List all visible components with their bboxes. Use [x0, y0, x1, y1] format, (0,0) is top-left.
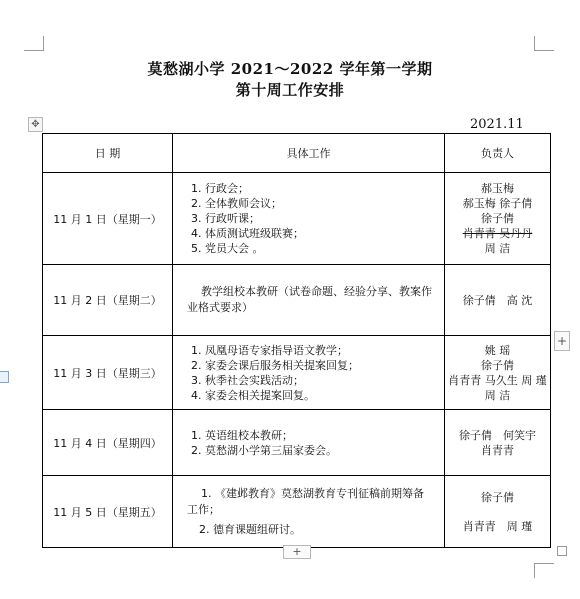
- row-work: [173, 336, 445, 410]
- row-work: [173, 173, 445, 265]
- person-line: 徐子倩 何笑宇: [459, 428, 536, 442]
- row-person: [445, 336, 551, 410]
- work-item: 2. 莫愁湖小学第三届家委会。: [205, 443, 444, 458]
- work-item: 1. 行政会；: [205, 181, 444, 196]
- work-item: 3. 秋季社会实践活动；: [205, 373, 444, 388]
- person-line: 周 洁: [484, 242, 511, 255]
- work-item: 1. 英语组校本教研；: [205, 428, 444, 443]
- person-line: 郝玉梅 徐子倩: [462, 197, 533, 210]
- crop-mark: [534, 36, 535, 51]
- crop-mark: [534, 563, 554, 564]
- row-date: 11 月 5 日（星期五）: [43, 476, 173, 548]
- header-work: 具体工作: [173, 134, 445, 173]
- row-person: [445, 173, 551, 265]
- table-row: [43, 410, 551, 476]
- person-line: [445, 505, 550, 519]
- work-item: 2. 家委会课后服务相关提案回复；: [205, 358, 444, 373]
- add-row-button[interactable]: +: [283, 545, 311, 559]
- work-paragraph: 1. 《建邺教育》莫愁湖教育专刊征稿前期筹备工作；: [187, 486, 424, 516]
- row-work: [173, 265, 445, 336]
- person-line: 肖青青 周 瑾: [462, 519, 533, 533]
- table-row: [43, 336, 551, 410]
- row-date: 11 月 1 日（星期一）: [43, 173, 173, 265]
- table-move-handle-icon[interactable]: ✥: [28, 117, 43, 132]
- table-row: [43, 173, 551, 265]
- doc-title: 莫愁湖小学 2021～2022 学年第一学期: [147, 60, 433, 78]
- work-item: 1. 凤凰母语专家指导语文教学；: [205, 343, 444, 358]
- row-date: 11 月 4 日（星期四）: [43, 410, 173, 476]
- work-item: 4. 家委会相关提案回复。: [205, 388, 444, 403]
- table-header-row: [43, 134, 551, 173]
- work-item: 3. 行政听课；: [205, 211, 444, 226]
- header-date: 日 期: [43, 134, 173, 173]
- table-resize-handle[interactable]: [557, 546, 567, 556]
- person-line: 徐子倩: [481, 212, 514, 225]
- crop-mark: [24, 50, 44, 51]
- person-line: 郝玉梅: [481, 182, 514, 195]
- work-paragraph: 教学组校本教研（试卷命题、经验分享、教案作业格式要求）: [187, 285, 432, 314]
- crop-mark: [534, 50, 554, 51]
- table-row: [43, 476, 551, 548]
- header-person: 负责人: [445, 134, 551, 173]
- add-column-button[interactable]: +: [554, 331, 570, 351]
- row-work: [173, 476, 445, 548]
- crop-mark: [534, 563, 535, 578]
- row-date: 11 月 2 日（星期二）: [43, 265, 173, 336]
- person-line: 姚 瑶: [484, 343, 511, 357]
- work-item: 4. 体质测试班级联赛；: [205, 226, 444, 241]
- row-person: [445, 265, 551, 336]
- person-line: 徐子倩: [481, 358, 514, 372]
- person-line: 徐子倩: [481, 490, 514, 504]
- person-line: 徐子倩 高 沈: [462, 293, 533, 307]
- person-line: 肖青青 马久生 周 瑾: [448, 373, 547, 387]
- person-line: 肖青青 吴丹丹: [462, 227, 533, 240]
- table-row: [43, 265, 551, 336]
- person-line: 肖青青: [481, 443, 514, 457]
- row-person: [445, 410, 551, 476]
- document-side-icon[interactable]: [0, 371, 9, 383]
- row-date: 11 月 3 日（星期三）: [43, 336, 173, 410]
- crop-mark: [43, 36, 44, 51]
- doc-subtitle: 第十周工作安排: [235, 81, 345, 99]
- work-item: 2. 全体教师会议；: [205, 196, 444, 211]
- work-paragraph: 2. 德育课题组研讨。: [199, 522, 301, 536]
- doc-date: 2021.11: [470, 117, 524, 132]
- schedule-table: [42, 133, 551, 548]
- person-line: 周 洁: [484, 388, 511, 402]
- row-person: [445, 476, 551, 548]
- work-item: 5. 党员大会 。: [205, 241, 444, 256]
- row-work: [173, 410, 445, 476]
